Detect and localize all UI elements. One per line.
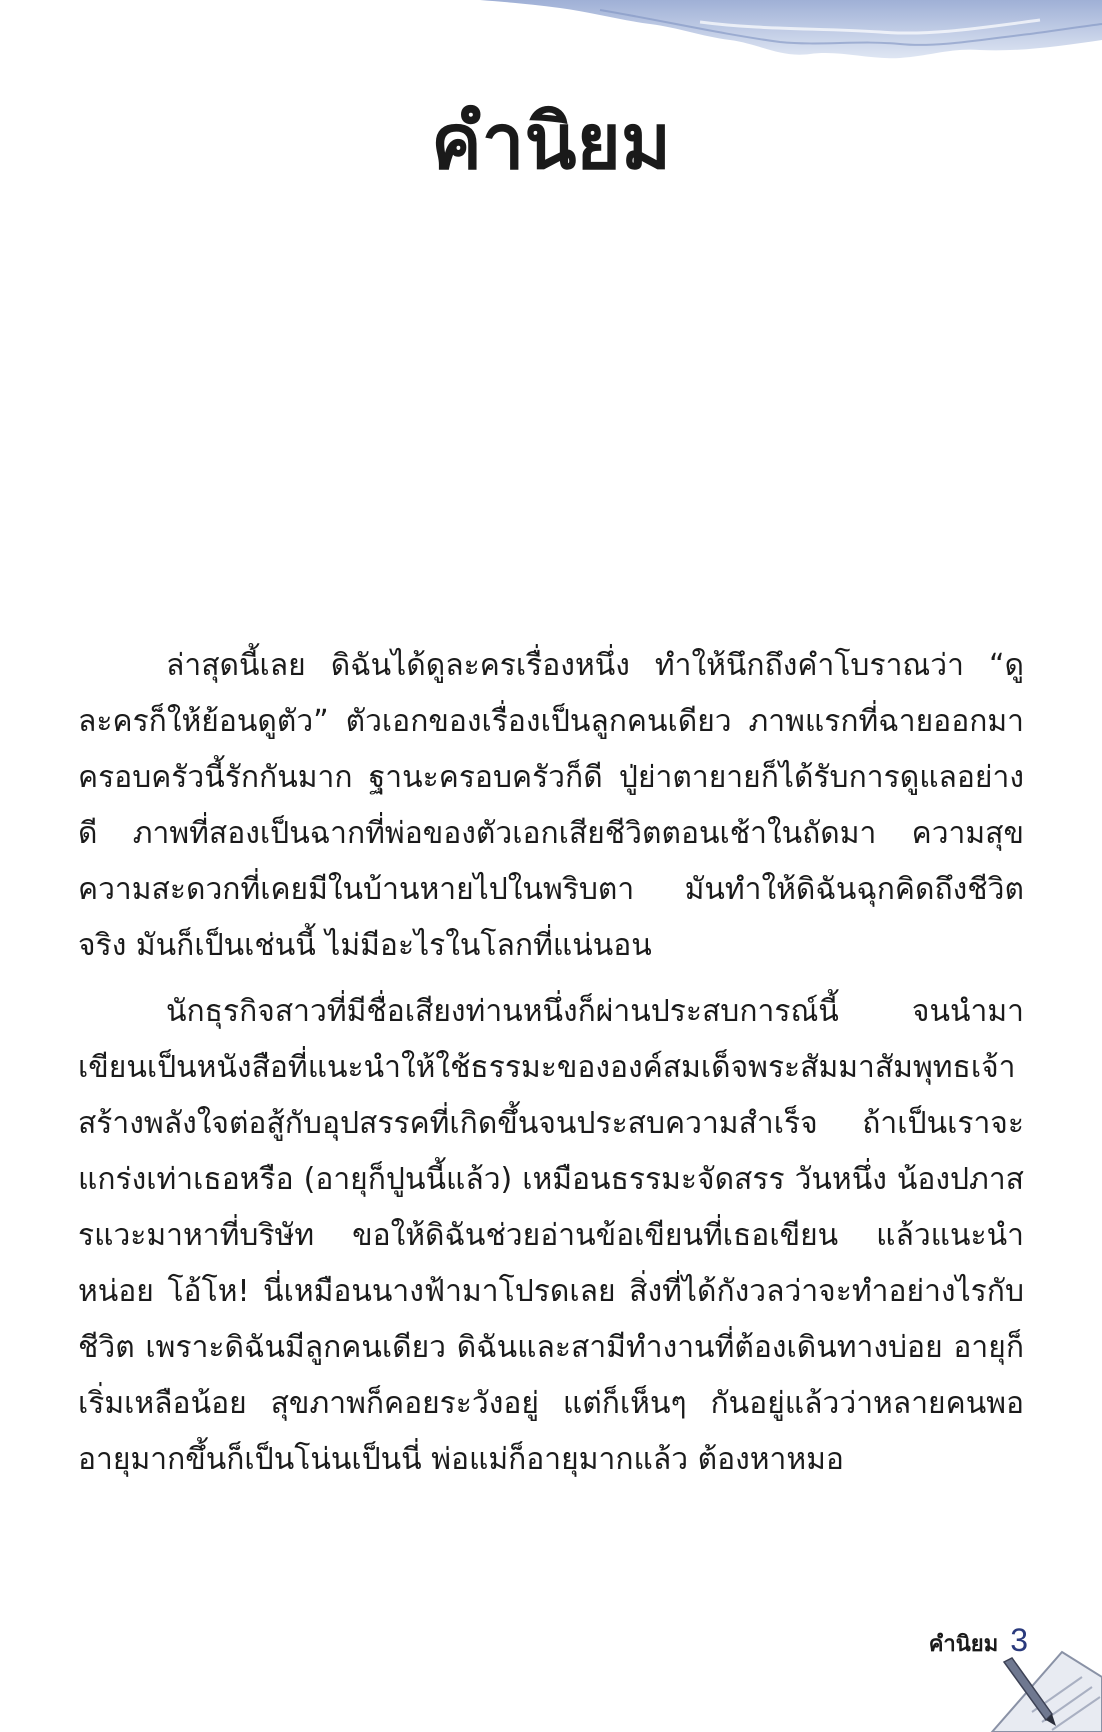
- paragraph-1: ล่าสุดนี้เลย ดิฉันได้ดูละครเรื่องหนึ่ง ทำให้นึกถึงคำโบราณว่า “ดูละครก็ให้ย้อนดูตัว” ตัวเอกของเรื่องเป็นลูกคนเดียว ภาพแรกที่ฉายออกมาครอบครัวนี้รักกันมาก ฐานะครอบครัวก็ดี ปู่ย่าตายายก็ได้รับการดูแลอย่างดี ภาพที่สองเป็นฉากที่พ่อของตัวเอกเสียชีวิตตอนเช้าในถัดมา ความสุขความสะดวกที่เคยมีในบ้านหายไปในพริบตา มันทำให้ดิฉันฉุกคิดถึงชีวิตจริง มันก็เป็นเช่นนี้ ไม่มีอะไรในโลกที่แน่นอน: [78, 648, 1024, 963]
- paragraph-2: นักธุรกิจสาวที่มีชื่อเสียงท่านหนึ่งก็ผ่านประสบการณ์นี้ จนนำมาเขียนเป็นหนังสือที่แนะนำให้ใช้ธรรมะขององค์สมเด็จพระสัมมาสัมพุทธเจ้าสร้างพลังใจต่อสู้กับอุปสรรคที่เกิดขึ้นจนประสบความสำเร็จ ถ้าเป็นเราจะแกร่งเท่าเธอหรือ (อายุก็ปูนนี้แล้ว) เหมือนธรรมะจัดสรร วันหนึ่ง น้องปภาสรแวะมาหาที่บริษัท ขอให้ดิฉันช่วยอ่านข้อเขียนที่เธอเขียน แล้วแนะนำหน่อย โอ้โห! นี่เหมือนนางฟ้ามาโปรดเลย สิ่งที่ได้กังวลว่าจะทำอย่างไรกับชีวิต เพราะดิฉันมีลูกคนเดียว ดิฉันและสามีทำงานที่ต้องเดินทางบ่อย อายุก็เริ่มเหลือน้อย สุขภาพก็คอยระวังอยู่ แต่ก็เห็นๆ กันอยู่แล้วว่าหลายคนพออายุมากขึ้นก็เป็นโน่นเป็นนี่ พ่อแม่ก็อายุมากแล้ว ต้องหาหมอ: [78, 994, 1024, 1477]
- body-text: [78, 638, 1024, 1498]
- page-title: คำนิยม: [430, 97, 672, 186]
- torn-paper-decoration: [0, 0, 1102, 80]
- footer-section-label: คำนิยม: [928, 1632, 999, 1657]
- notepad-pen-icon: [952, 1622, 1102, 1732]
- page-number: 3: [1010, 1622, 1028, 1658]
